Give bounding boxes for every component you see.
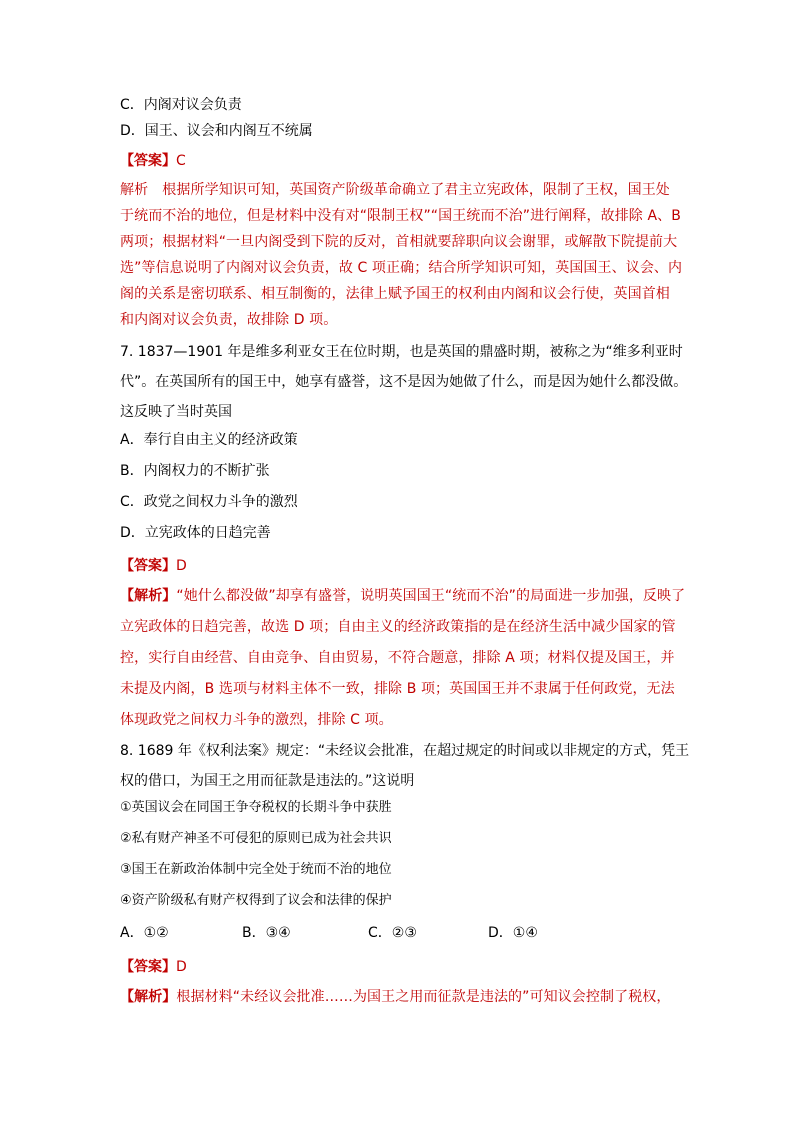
stem-line: 权的借口，为国王之用而征款是违法的。”这说明 [120,773,415,789]
q7-option-b: B．内阁权力的不断扩张 [120,463,270,479]
stem-line: 这反映了当时英国 [120,404,232,420]
choice-b: B．③④ [242,925,291,941]
choice-c: C．②③ [368,925,417,941]
q8-item-4: ④资产阶级私有财产权得到了议会和法律的保护 [120,893,392,908]
q8-choices [120,920,680,952]
q6-option-c: C．内阁对议会负责 [120,97,242,113]
analysis-line: 未提及内阁，B 选项与材料主体不一致，排除 B 项；英国国王并不隶属于任何政党，无法 [120,681,675,697]
analysis-line [120,982,680,1012]
answer-value: C [176,153,186,169]
answer-value: D [176,558,187,574]
answer-label: 【答案】 [120,558,176,574]
q7-option-d: D．立宪政体的日趋完善 [120,525,271,541]
q6-analysis [120,177,683,333]
q7-stem [120,337,688,427]
analysis-line: 解析 根据所学知识可知，英国资产阶级革命确立了君主立宪政体，限制了王权，国王处 [120,182,670,198]
stem-line: 代”。在英国所有的国王中，她享有盛誉，这不是因为她做了什么，而是因为她什么都没做。 [120,374,688,390]
page-content [120,93,690,1012]
answer-label: 【答案】 [120,959,176,975]
q8-item-2: ②私有财产神圣不可侵犯的原则已成为社会共识 [120,831,392,846]
analysis-line: 两项；根据材料“一旦内阁受到下院的反对，首相就要辞职向议会谢罪，或解散下院提前大 [120,234,678,250]
q6-answer [120,149,680,177]
analysis-line: 体现政党之间权力斗争的激烈，排除 C 项。 [120,712,393,728]
analysis-line: 控，实行自由经营、自由竞争、自由贸易，不符合题意，排除 A 项；材料仅提及国王，并 [120,650,675,666]
q7-option-c: C．政党之间权力斗争的激烈 [120,494,298,510]
analysis-line: 阁的关系是密切联系、相互制衡的，法律上赋予国王的权利由内阁和议会行使，英国首相 [120,286,670,302]
stem-line: 8. 1689 年《权利法案》规定：“未经议会批准，在超过规定的时间或以非规定的方式，凭王 [120,743,690,759]
analysis-line [120,581,686,612]
stem-line: 7. 1837—1901 年是维多利亚女王在位时期，也是英国的鼎盛时期，被称之为“维多利亚时 [120,344,683,360]
answer-label: 【答案】 [120,153,176,169]
q8-answer [120,952,680,982]
q8-stem [120,736,690,796]
analysis-label: 【解析】 [120,588,177,604]
analysis-line: 立宪政体的日趋完善，故选 D 项；自由主义的经济政策指的是在经济生活中减少国家的管 [120,619,676,635]
choice-d: D．①④ [488,925,538,941]
analysis-line: 选”等信息说明了内阁对议会负责，故 C 项正确；结合所学知识可知，英国国王、议会、内 [120,260,683,276]
q8-item-1: ①英国议会在同国王争夺税权的长期斗争中获胜 [120,800,392,815]
q7-answer [120,551,680,581]
answer-value: D [176,959,187,975]
analysis-line: 于统而不治的地位，但是材料中没有对“限制王权”“国王统而不治”进行阐释，故排除 A、B [120,208,681,224]
q8-item-3: ③国王在新政治体制中完全处于统而不治的地位 [120,862,392,877]
q7-analysis [120,581,686,736]
q6-option-d: D．国王、议会和内阁互不统属 [120,123,313,139]
q7-option-a: A．奉行自由主义的经济政策 [120,432,298,448]
analysis-text: “她什么都没做”却享有盛誉，说明英国国王“统而不治”的局面进一步加强，反映了 [176,588,686,604]
analysis-label: 【解析】 [120,989,177,1005]
analysis-line: 和内阁对议会负责，故排除 D 项。 [120,312,338,328]
q8-analysis [120,982,680,1012]
choice-a: A．①② [120,925,169,941]
analysis-text: 根据材料“未经议会批准……为国王之用而征款是违法的”可知议会控制了税权， [176,989,671,1005]
